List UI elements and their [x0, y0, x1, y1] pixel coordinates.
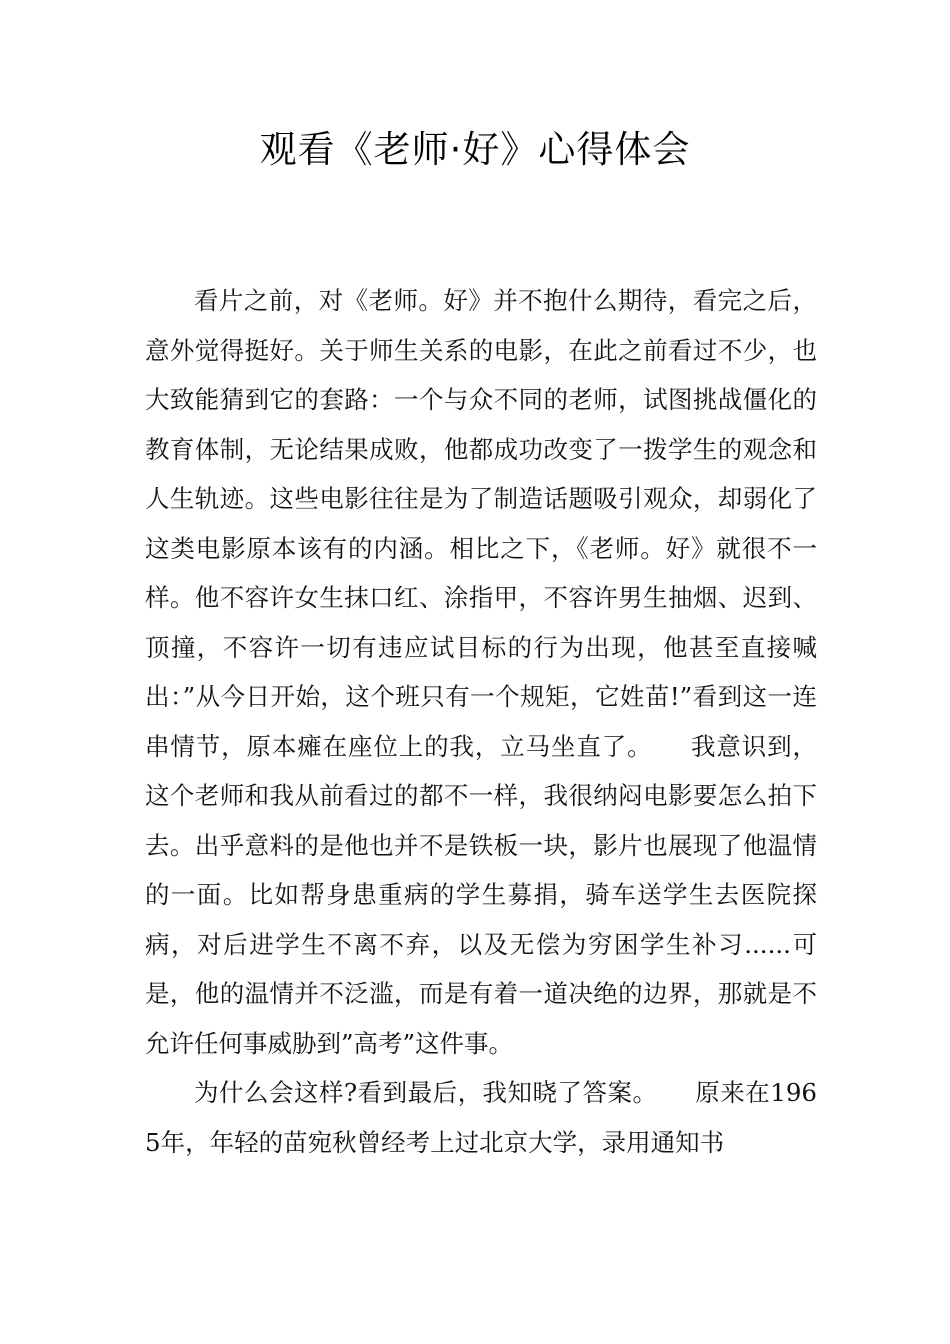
paragraph-1: 看片之前，对《老师。好》并不抱什么期待，看完之后，意外觉得挺好。关于师生关系的电影，在此之前看过不少，也大致能猜到它的套路：一个与众不同的老师，试图挑战僵化的教育体制，无论结果成败，他都成功改变了一拨学生的观念和人生轨迹。这些电影往往是为了制造话题吸引观众，却弱化了这类电影原本该有的内涵。相比之下，《老师。好》就很不一样。他不容许女生抹口红、涂指甲，不容许男生抽烟、迟到、顶撞，不容许一切有违应试目标的行为出现，他甚至直接喊出：”从今日开始，这个班只有一个规矩，它姓苗!”看到这一连串情节，原本瘫在座位上的我，立马坐直了。 我意识到，这个老师和我从前看过的都不一样，我很纳闷电影要怎么拍下去。出乎意料的是他也并不是铁板一块，影片也展现了他温情的一面。比如帮身患重病的学生募捐，骑车送学生去医院探病，对后进学生不离不弃，以及无偿为穷困学生补习......可是，他的温情并不泛滥，而是有着一道决绝的边界，那就是不允许任何事威胁到”高考”这件事。 [145, 286, 817, 1058]
document-title: 观看《老师·好》心得体会 [259, 128, 691, 171]
document-body [145, 276, 817, 1167]
paragraph-2: 为什么会这样?看到最后，我知晓了答案。 原来在1965年，年轻的苗宛秋曾经考上过北京大学，录用通知书 [145, 1078, 817, 1157]
